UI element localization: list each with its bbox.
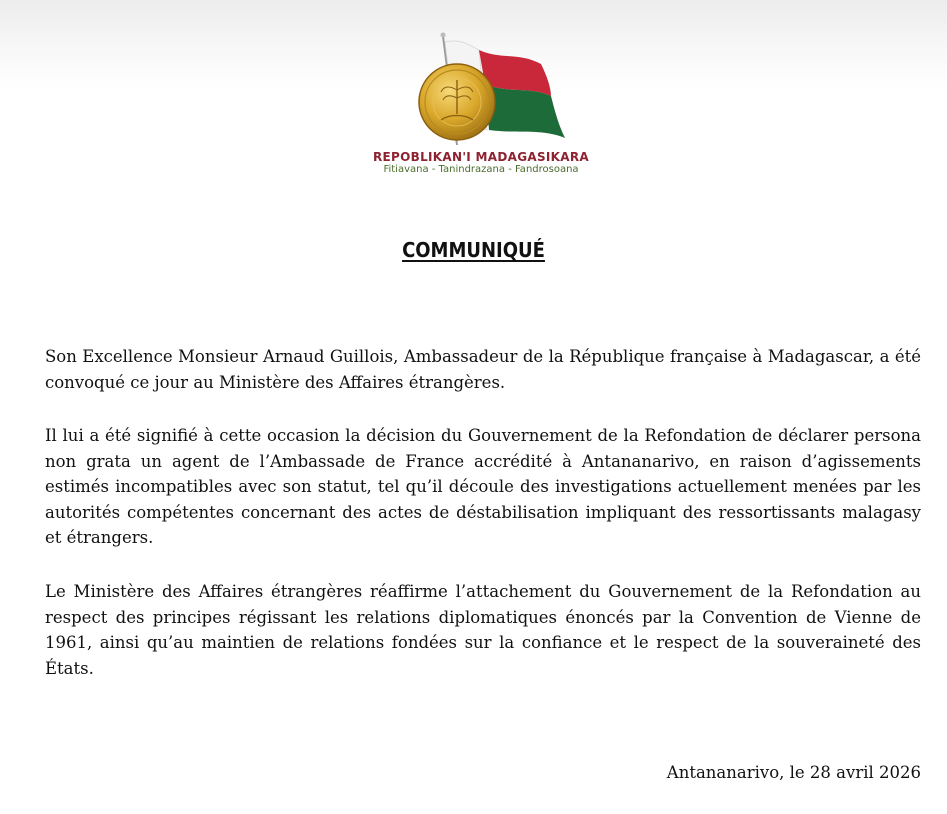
- madagascar-seal-with-flag-icon: [401, 30, 571, 150]
- document-heading: COMMUNIQUÉ: [402, 238, 545, 262]
- emblem-title: REPOBLIKAN'I MADAGASIKARA: [373, 150, 589, 164]
- paragraph-3: Le Ministère des Affaires étrangères réaffirme l’attachement du Gouvernement de la Refondation au respect des principes régissant les relations diplomatiques énoncés par la Convention de Vienne de 1961, ainsi qu’au maintien de relations fondées sur la confiance et le respect de la souveraineté des États.: [45, 582, 921, 678]
- place-and-date: Antananarivo, le 28 avril 2026: [666, 763, 921, 782]
- paragraph-2: Il lui a été signifié à cette occasion la décision du Gouvernement de la Refondation de déclarer persona non grata un agent de l’Ambassade de France accrédité à Antananarivo, en raison d’agissements estimés incompatibles avec son statut, tel qu’il découle des investigations actuellement menées par les autorités compétentes concernant des actes de déstabilisation impliquant des ressortissants malagasy et étrangers.: [45, 426, 921, 547]
- paragraph-1: Son Excellence Monsieur Arnaud Guillois, Ambassadeur de la République française à Madagascar, a été convoqué ce jour au Ministère des Affaires étrangères.: [45, 347, 921, 392]
- state-emblem: [346, 30, 616, 180]
- emblem-motto: Fitiavana - Tanindrazana - Fandrosoana: [383, 164, 579, 175]
